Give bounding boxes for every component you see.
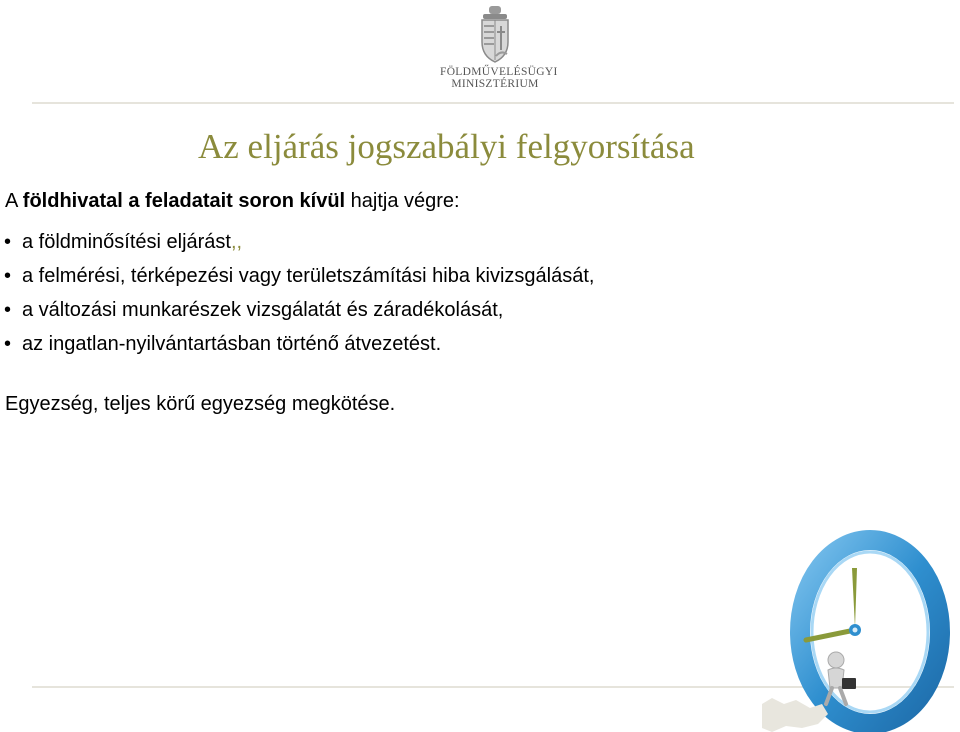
intro-bold: földhivatal a feladatait soron kívül [22, 190, 346, 212]
top-divider [32, 102, 954, 104]
logo-line-1: FÖLDMŰVELÉSÜGYI [440, 66, 558, 78]
list-item [0, 298, 594, 332]
logo-line-2: MINISZTÉRIUM [451, 78, 539, 90]
bullet-list [0, 230, 594, 366]
bullet-icon: • [4, 231, 12, 253]
list-item [0, 332, 594, 366]
intro-prefix: A [5, 190, 23, 212]
clock-illustration-icon [762, 528, 958, 732]
bullet-icon: • [4, 265, 12, 287]
list-item-text: a változási munkarészek vizsgálatát és záradékolását, [22, 299, 504, 321]
coat-of-arms-icon [475, 4, 515, 64]
intro-suffix: hajtja végre: [345, 190, 460, 212]
bullet-icon: • [4, 299, 12, 321]
list-item-trail: ,, [230, 231, 243, 253]
list-item-text: az ingatlan-nyilvántartásban történő átvezetést. [22, 333, 442, 355]
list-item [0, 230, 594, 264]
slide-title: Az eljárás jogszabályi felgyorsítása [198, 127, 695, 166]
list-item [0, 264, 594, 298]
ministry-logo [440, 4, 558, 90]
closing-sentence: Egyezség, teljes körű egyezség megkötése. [5, 393, 396, 415]
intro-sentence [5, 190, 460, 213]
bullet-icon: • [4, 333, 12, 355]
list-item-text: a földminősítési eljárást [22, 231, 231, 253]
list-item-text: a felmérési, térképezési vagy területszámítási hiba kivizsgálását, [22, 265, 595, 287]
